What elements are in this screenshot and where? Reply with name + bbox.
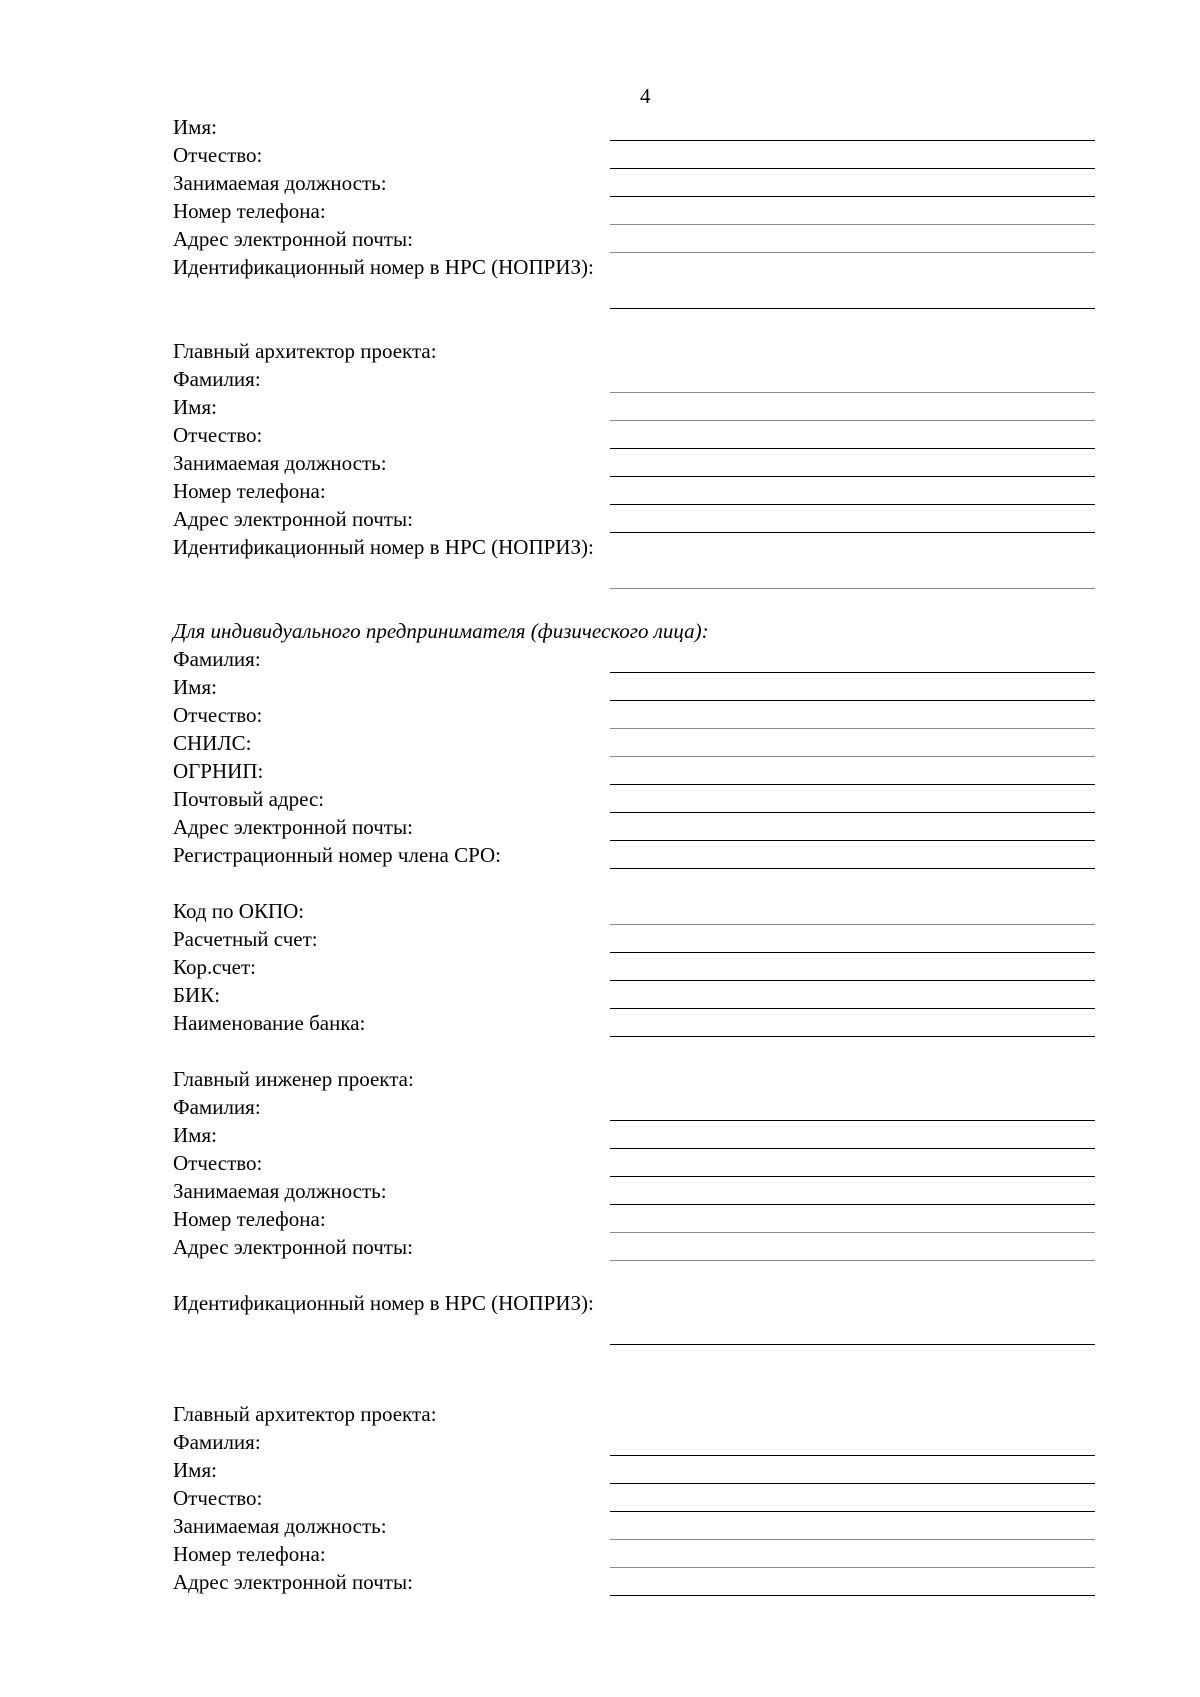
- form-row-first-name: [173, 113, 1095, 141]
- section-heading: Главный архитектор проекта:: [173, 1402, 437, 1426]
- form-row-postal-address: [173, 785, 1095, 813]
- form-row-first-name: [173, 1121, 1095, 1149]
- form-row-sro-number: [173, 841, 1095, 869]
- fill-in-line[interactable]: [610, 1595, 1095, 1596]
- form-row-email: [173, 1233, 1095, 1261]
- form-row-position: [173, 1177, 1095, 1205]
- form-row-okpo: [173, 897, 1095, 925]
- form-row-last-name: [173, 645, 1095, 673]
- field-label: Занимаемая должность:: [173, 171, 387, 195]
- field-label: Адрес электронной почты:: [173, 507, 413, 531]
- field-label: Отчество:: [173, 423, 263, 447]
- form-row-patronymic: [173, 701, 1095, 729]
- field-label: Идентификационный номер в НРС (НОПРИЗ):: [173, 255, 594, 279]
- form-row-first-name: [173, 393, 1095, 421]
- field-label: Имя:: [173, 1123, 217, 1147]
- field-label: Фамилия:: [173, 1430, 261, 1454]
- form-row-position: [173, 1512, 1095, 1540]
- field-label: Отчество:: [173, 1151, 263, 1175]
- field-label: Расчетный счет:: [173, 927, 318, 951]
- form-row-last-name: [173, 365, 1095, 393]
- form-row-email: [173, 813, 1095, 841]
- form-row-position: [173, 169, 1095, 197]
- section-heading: Для индивидуального предпринимателя (физического лица):: [173, 619, 709, 643]
- section-heading: Главный инженер проекта:: [173, 1067, 414, 1091]
- form-row-last-name: [173, 1093, 1095, 1121]
- chief-engineer-section: [173, 1065, 1095, 1345]
- form-row-phone: [173, 1540, 1095, 1568]
- field-label: БИК:: [173, 983, 221, 1007]
- fill-in-line[interactable]: [610, 308, 1095, 309]
- form-row-first-name: [173, 673, 1095, 701]
- form-row-patronymic: [173, 421, 1095, 449]
- nrs-id-line-row: [173, 281, 1095, 309]
- field-label: Идентификационный номер в НРС (НОПРИЗ):: [173, 1291, 594, 1315]
- form-row-ogrnip: [173, 757, 1095, 785]
- field-label: Отчество:: [173, 143, 263, 167]
- form-row-bank-name: [173, 1009, 1095, 1037]
- nrs-id-line-row: [173, 561, 1095, 589]
- form-row-snils: [173, 729, 1095, 757]
- field-label: Адрес электронной почты:: [173, 227, 413, 251]
- field-label: СНИЛС:: [173, 731, 252, 755]
- field-label: Кор.счет:: [173, 955, 257, 979]
- chief-architect-section: [173, 337, 1095, 589]
- field-label: Регистрационный номер члена СРО:: [173, 843, 502, 867]
- page-number: 4: [640, 84, 651, 108]
- field-label: Фамилия:: [173, 367, 261, 391]
- field-label: ОГРНИП:: [173, 759, 264, 783]
- form-row-phone: [173, 477, 1095, 505]
- field-label: Занимаемая должность:: [173, 1514, 387, 1538]
- fill-in-line[interactable]: [610, 868, 1095, 869]
- field-label: Занимаемая должность:: [173, 1179, 387, 1203]
- nrs-id-line-row: [173, 1317, 1095, 1345]
- field-label: Имя:: [173, 675, 217, 699]
- field-label: Отчество:: [173, 1486, 263, 1510]
- form-row-email: [173, 1568, 1095, 1596]
- field-label: Адрес электронной почты:: [173, 815, 413, 839]
- field-label: Идентификационный номер в НРС (НОПРИЗ):: [173, 535, 594, 559]
- individual-entrepreneur-section: [173, 617, 1095, 869]
- form-row-patronymic: [173, 1149, 1095, 1177]
- field-label: Занимаемая должность:: [173, 451, 387, 475]
- field-label: Имя:: [173, 395, 217, 419]
- field-label: Фамилия:: [173, 647, 261, 671]
- form-row-patronymic: [173, 1484, 1095, 1512]
- form-row-phone: [173, 1205, 1095, 1233]
- form-row-email: [173, 225, 1095, 253]
- form-row-first-name: [173, 1456, 1095, 1484]
- field-label: Почтовый адрес:: [173, 787, 325, 811]
- bank-details-section: [173, 897, 1095, 1037]
- section-heading: Главный архитектор проекта:: [173, 339, 437, 363]
- fill-in-line[interactable]: [610, 1036, 1095, 1037]
- field-label: Номер телефона:: [173, 1542, 326, 1566]
- blank-row: [173, 1261, 1095, 1289]
- form-row-nrs-id: [173, 253, 1095, 281]
- field-label: Код по ОКПО:: [173, 899, 305, 923]
- form-row-account: [173, 925, 1095, 953]
- form-row-bik: [173, 981, 1095, 1009]
- fill-in-line[interactable]: [610, 588, 1095, 589]
- form-row-nrs-id: [173, 1289, 1095, 1317]
- field-label: Фамилия:: [173, 1095, 261, 1119]
- form-row-position: [173, 449, 1095, 477]
- form-row-email: [173, 505, 1095, 533]
- field-label: Адрес электронной почты:: [173, 1570, 413, 1594]
- fill-in-line[interactable]: [610, 1344, 1095, 1345]
- chief-architect-section-2: [173, 1400, 1095, 1596]
- field-label: Номер телефона:: [173, 479, 326, 503]
- field-label: Номер телефона:: [173, 1207, 326, 1231]
- field-label: Номер телефона:: [173, 199, 326, 223]
- field-label: Адрес электронной почты:: [173, 1235, 413, 1259]
- form-row-patronymic: [173, 141, 1095, 169]
- field-label: Отчество:: [173, 703, 263, 727]
- contact-section-continued: [173, 113, 1095, 309]
- form-row-phone: [173, 197, 1095, 225]
- form-row-correspondent-account: [173, 953, 1095, 981]
- form-row-nrs-id: [173, 533, 1095, 561]
- field-label: Имя:: [173, 115, 217, 139]
- field-label: Наименование банка:: [173, 1011, 366, 1035]
- form-row-last-name: [173, 1428, 1095, 1456]
- field-label: Имя:: [173, 1458, 217, 1482]
